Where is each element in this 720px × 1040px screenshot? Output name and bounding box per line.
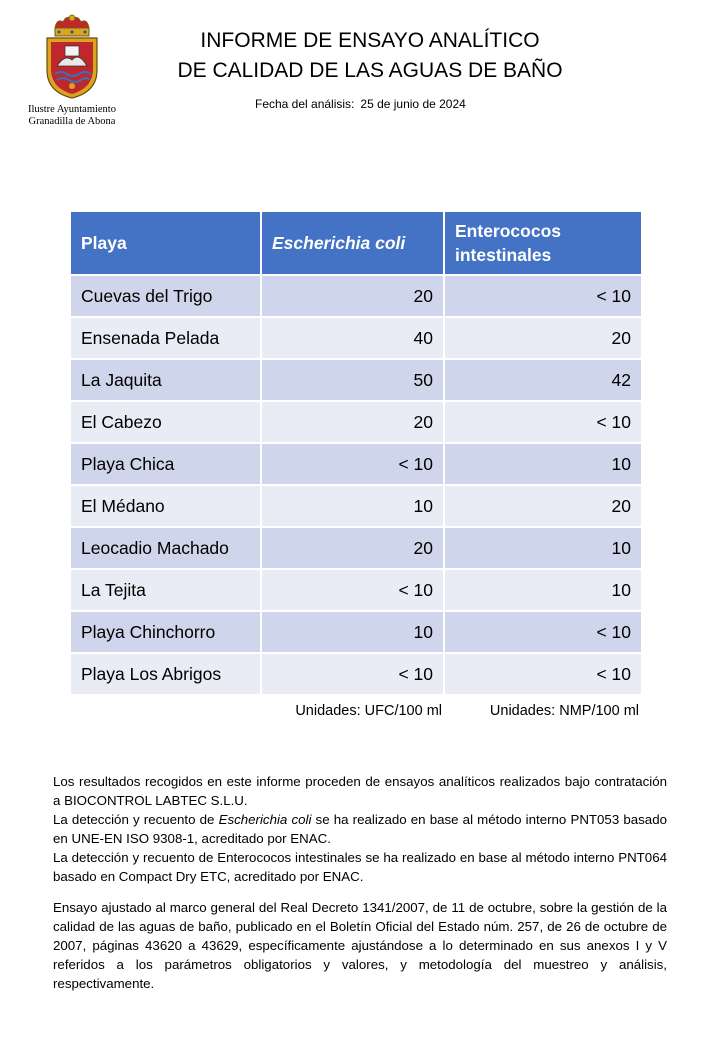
beach-name: Playa Los Abrigos: [71, 653, 261, 694]
enterococos-value: 42: [444, 359, 641, 401]
table-row: [71, 275, 641, 317]
units-enterococos: Unidades: NMP/100 ml: [489, 703, 639, 719]
ecoli-value: 40: [261, 317, 444, 359]
table-row: [71, 401, 641, 443]
note-ecoli-method: [53, 810, 667, 848]
enterococos-value: 10: [444, 527, 641, 569]
note-entero-method: La detección y recuento de Enterococos intestinales se ha realizado en base al método interno PNT064 basado en Compact Dry ETC, acreditado por ENAC.: [53, 850, 667, 884]
note-contract: Los resultados recogidos en este informe proceden de ensayos analíticos realizados bajo contratación a BIOCONTROL LABTEC S.L.U.: [53, 774, 667, 808]
table-row: [71, 443, 641, 485]
note-ecoli-before: La detección y recuento de: [53, 812, 219, 827]
title-line2: DE CALIDAD DE LAS AGUAS DE BAÑO: [177, 59, 563, 82]
table-row: [71, 527, 641, 569]
beach-name: Playa Chinchorro: [71, 611, 261, 653]
ecoli-value: < 10: [261, 653, 444, 694]
municipal-logo: [22, 14, 122, 128]
beach-name: El Cabezo: [71, 401, 261, 443]
beach-name: El Médano: [71, 485, 261, 527]
enterococos-value: 20: [444, 485, 641, 527]
note-ecoli-after: se ha realizado en base al método interno PNT053 basado en UNE-EN ISO 9308-1, acreditado por ENAC.: [53, 812, 667, 846]
beach-name: Cuevas del Trigo: [71, 275, 261, 317]
logo-text-line2: Granadilla de Abona: [28, 116, 116, 127]
header-ecoli: Escherichia coli: [261, 212, 444, 275]
beach-name: La Tejita: [71, 569, 261, 611]
ecoli-value: 20: [261, 401, 444, 443]
enterococos-value: 10: [444, 443, 641, 485]
table-row: [71, 569, 641, 611]
logo-text-line1: Ilustre Ayuntamiento: [28, 104, 116, 115]
analysis-date: [255, 97, 466, 111]
enterococos-value: < 10: [444, 653, 641, 694]
ecoli-value: < 10: [261, 569, 444, 611]
ecoli-value: 20: [261, 527, 444, 569]
beach-name: La Jaquita: [71, 359, 261, 401]
table-row: [71, 359, 641, 401]
header-enterococos: Enterococos intestinales: [444, 212, 641, 275]
table-row: [71, 317, 641, 359]
enterococos-value: < 10: [444, 611, 641, 653]
table-row: [71, 611, 641, 653]
beach-name: Ensenada Pelada: [71, 317, 261, 359]
header-playa: Playa: [71, 212, 261, 275]
note-regulation: Ensayo ajustado al marco general del Real Decreto 1341/2007, de 11 de octubre, sobre la gestión de la calidad de las aguas de baño, publicado en el Boletín Oficial del Estado núm. 257, de 26 de octubre de 2007, páginas 43620 a 43629, específicamente ajustándose a lo determinado en sus anexos I y V referidos a los parámetros obligatorios y valores, y metodología del muestreo y análisis, respectivamente.: [53, 900, 667, 991]
ecoli-value: 50: [261, 359, 444, 401]
method-notes: [53, 772, 667, 886]
date-value: 25 de junio de 2024: [360, 97, 466, 111]
table-row: [71, 653, 641, 694]
report-title: [140, 26, 600, 86]
title-line1: INFORME DE ENSAYO ANALÍTICO: [200, 29, 540, 52]
ecoli-value: 20: [261, 275, 444, 317]
enterococos-value: 20: [444, 317, 641, 359]
ecoli-value: 10: [261, 611, 444, 653]
coat-of-arms-icon: [41, 14, 103, 100]
table-header-row: [71, 212, 641, 275]
enterococos-value: < 10: [444, 401, 641, 443]
enterococos-value: 10: [444, 569, 641, 611]
beach-name: Leocadio Machado: [71, 527, 261, 569]
enterococos-value: < 10: [444, 275, 641, 317]
beach-name: Playa Chica: [71, 443, 261, 485]
regulation-notes: [53, 898, 667, 993]
table-row: [71, 485, 641, 527]
results-table: [71, 212, 641, 694]
date-label: Fecha del análisis:: [255, 97, 355, 111]
ecoli-value: < 10: [261, 443, 444, 485]
note-ecoli-species: Escherichia coli: [218, 812, 312, 827]
ecoli-value: 10: [261, 485, 444, 527]
units-ecoli: Unidades: UFC/100 ml: [295, 703, 442, 719]
